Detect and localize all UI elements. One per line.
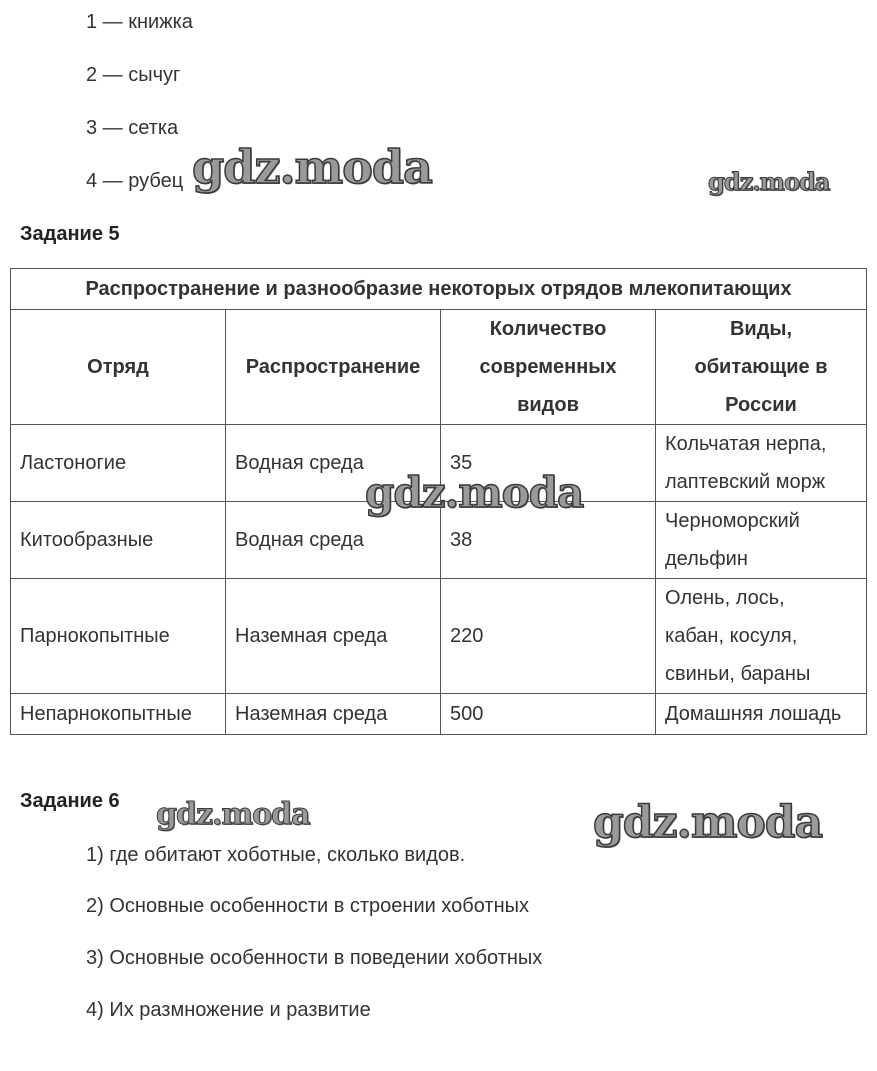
task5-title: Задание 5 xyxy=(20,223,120,245)
header-order: Отряд xyxy=(11,310,226,425)
header-count-line: современных xyxy=(479,356,617,378)
table-row xyxy=(11,694,867,735)
list-item: 3) Основные особенности в поведении хоботных xyxy=(86,947,543,969)
list-item-text: книжка xyxy=(128,11,193,33)
cell-species xyxy=(656,502,867,579)
watermark-logo: gdz.moda xyxy=(593,797,823,848)
cell-count: 38 xyxy=(441,502,656,579)
watermark-logo: gdz.moda xyxy=(708,167,830,196)
table-caption: Распространение и разнообразие некоторых отрядов млекопитающих xyxy=(11,269,867,310)
list-item-number: 2 — xyxy=(86,64,123,86)
cell-species xyxy=(656,694,867,735)
list-item-text: сычуг xyxy=(128,64,181,86)
header-count-line: видов xyxy=(517,394,579,416)
header-distribution: Распространение xyxy=(226,310,441,425)
list-item xyxy=(86,10,193,34)
cell-count: 220 xyxy=(441,579,656,694)
list-item-number: 1 — xyxy=(86,11,123,33)
list-item-text: рубец xyxy=(128,170,184,192)
cell-species-line: кабан, косуля, xyxy=(665,625,798,647)
header-species-line: обитающие в xyxy=(694,356,828,378)
cell-species-line: свиньи, бараны xyxy=(665,663,811,685)
header-count-line: Количество xyxy=(489,318,607,340)
cell-order: Китообразные xyxy=(11,502,226,579)
list-item-number: 3 — xyxy=(86,117,123,139)
cell-species-line: дельфин xyxy=(665,548,748,570)
mammal-orders-table xyxy=(10,268,867,735)
table-row xyxy=(11,502,867,579)
table-row xyxy=(11,425,867,502)
cell-species-line: Домашняя лошадь xyxy=(665,703,842,725)
cell-count: 500 xyxy=(441,694,656,735)
watermark-logo: gdz.moda xyxy=(365,468,584,517)
list-item: 4) Их размножение и развитие xyxy=(86,999,371,1021)
cell-order: Непарнокопытные xyxy=(11,694,226,735)
cell-distribution: Водная среда xyxy=(226,502,441,579)
cell-species-line: Кольчатая нерпа, xyxy=(665,433,827,455)
watermark-logo: gdz.moda xyxy=(192,140,432,194)
cell-species-line: Олень, лось, xyxy=(665,587,785,609)
cell-species xyxy=(656,425,867,502)
cell-distribution: Наземная среда xyxy=(226,694,441,735)
list-item-text: сетка xyxy=(128,117,179,139)
list-item: 1) где обитают хоботные, сколько видов. xyxy=(86,844,466,866)
watermark-logo: gdz.moda xyxy=(156,797,310,832)
table-row xyxy=(11,579,867,694)
list-item xyxy=(86,63,180,87)
header-count xyxy=(441,310,656,425)
cell-count: 35 xyxy=(441,425,656,502)
cell-species-line: Черноморский xyxy=(665,510,800,532)
header-species-line: России xyxy=(725,394,797,416)
cell-distribution: Наземная среда xyxy=(226,579,441,694)
cell-species xyxy=(656,579,867,694)
task6-title: Задание 6 xyxy=(20,790,120,812)
header-species xyxy=(656,310,867,425)
cell-order: Парнокопытные xyxy=(11,579,226,694)
list-item xyxy=(86,116,178,140)
cell-species-line: лаптевский морж xyxy=(665,471,826,493)
list-item-number: 4 — xyxy=(86,170,123,192)
cell-distribution: Водная среда xyxy=(226,425,441,502)
table-header-row xyxy=(11,310,867,425)
list-item: 2) Основные особенности в строении хоботных xyxy=(86,895,529,917)
cell-order: Ластоногие xyxy=(11,425,226,502)
list-item xyxy=(86,169,183,193)
header-species-line: Виды, xyxy=(729,318,793,340)
